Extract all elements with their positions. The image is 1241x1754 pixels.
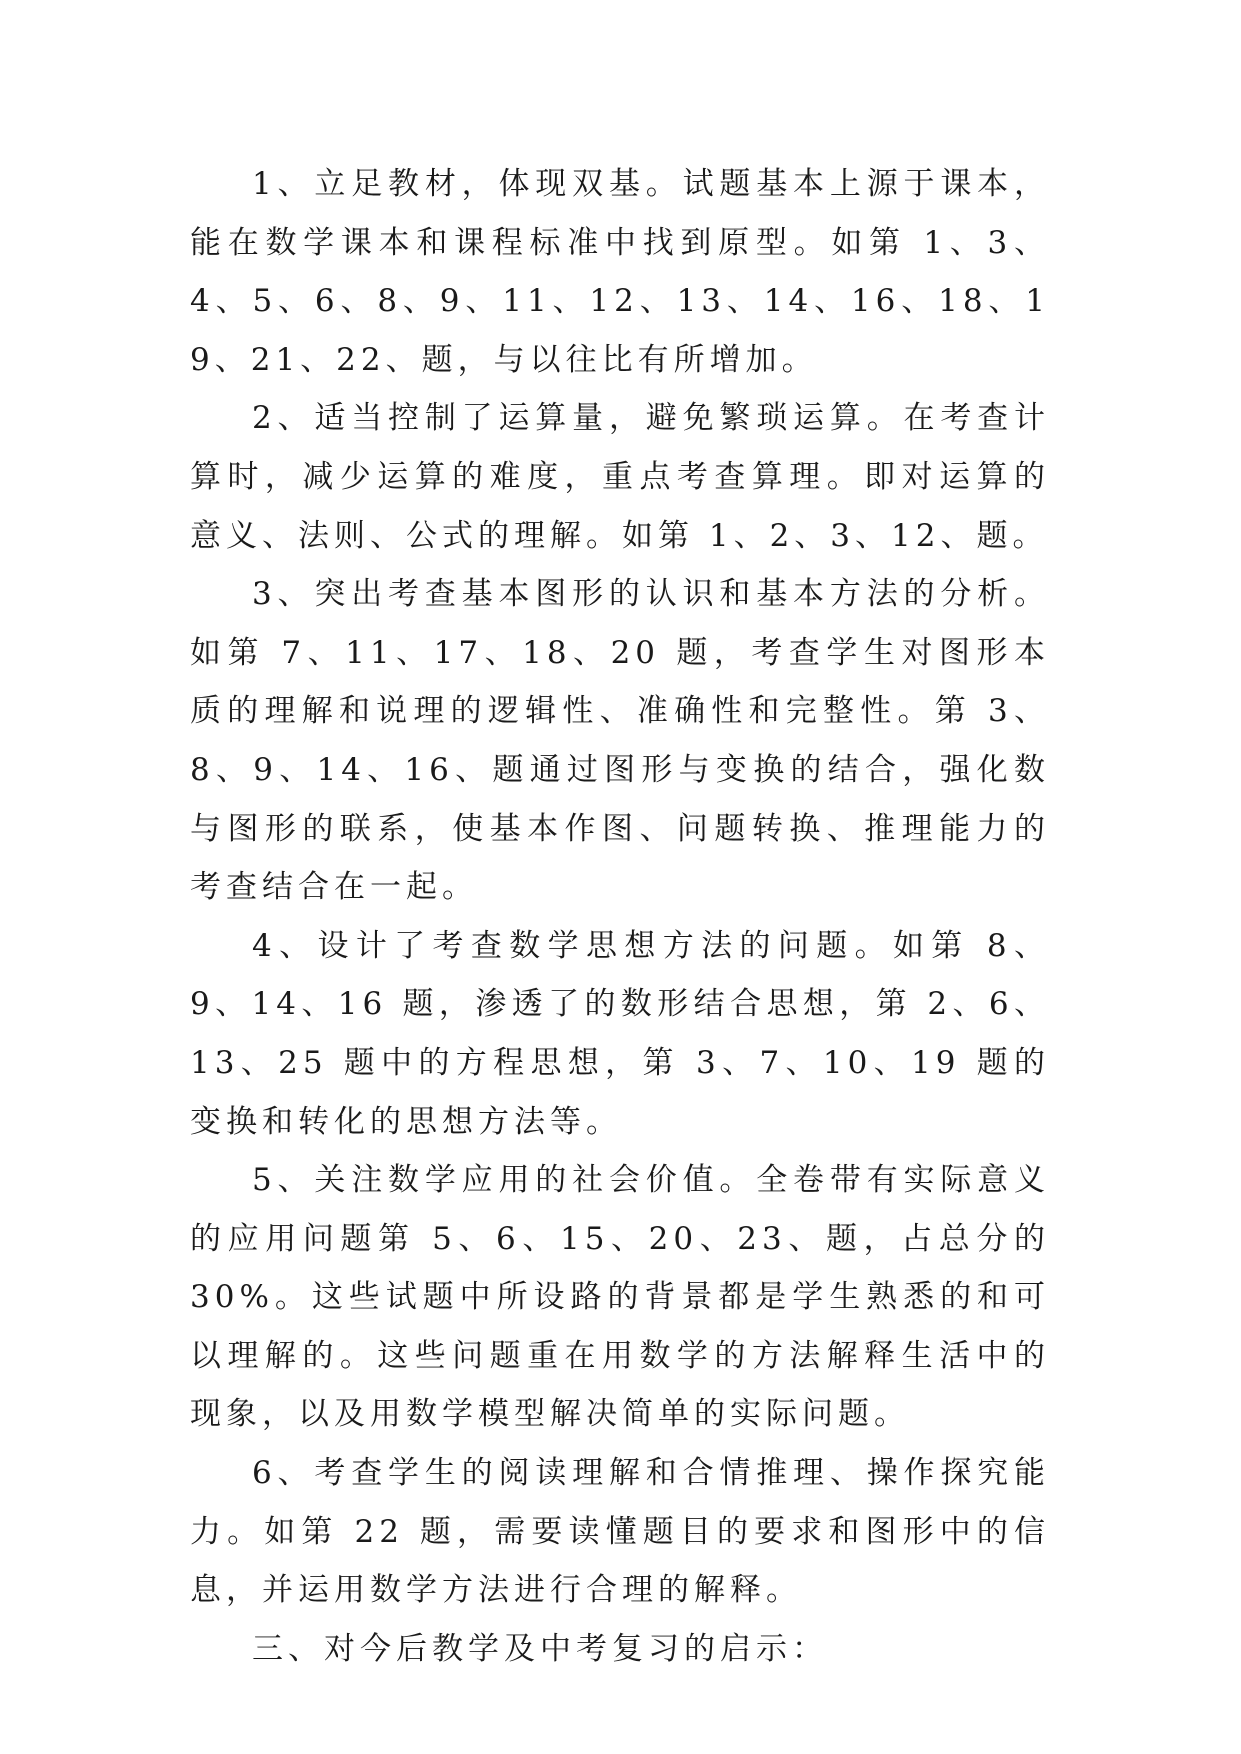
paragraph-3: 3、突出考查基本图形的认识和基本方法的分析。如第 7、11、17、18、20 题，考查学生对图形本质的理解和说理的逻辑性、准确性和完整性。第 3、8、9、14、16、题通过图形与变换的结合，强化数与图形的联系，使基本作图、问题转换、推理能力的考查结合在一起。 — [190, 576, 1050, 906]
paragraph-4: 4、设计了考查数学思想方法的问题。如第 8、9、14、16 题，渗透了的数形结合思想，第 2、6、13、25 题中的方程思想，第 3、7、10、19 题的变换和转化的思想方法等。 — [190, 927, 1050, 1140]
paragraph-1: 1、立足教材，体现双基。试题基本上源于课本，能在数学课本和课程标准中找到原型。如第 1、3、4、5、6、8、9、11、12、13、14、16、18、19、21、22、题，与以往比有所增加。 — [190, 166, 1050, 378]
paragraph-2: 2、适当控制了运算量，避免繁琐运算。在考查计算时，减少运算的难度，重点考查算理。即对运算的意义、法则、公式的理解。如第 1、2、3、12、题。 — [190, 400, 1050, 554]
paragraph-6: 6、考查学生的阅读理解和合情推理、操作探究能力。如第 22 题，需要读懂题目的要求和图形中的信息，并运用数学方法进行合理的解释。 — [190, 1455, 1050, 1609]
document-body — [190, 155, 1050, 1678]
paragraph-5: 5、关注数学应用的社会价值。全卷带有实际意义的应用问题第 5、6、15、20、23、题，占总分的 30%。这些试题中所设路的背景都是学生熟悉的和可以理解的。这些问题重在用数学的方法解释生活中的现象，以及用数学模型解决简单的实际问题。 — [190, 1162, 1050, 1433]
section-heading-3: 三、对今后教学及中考复习的启示： — [252, 1630, 828, 1667]
